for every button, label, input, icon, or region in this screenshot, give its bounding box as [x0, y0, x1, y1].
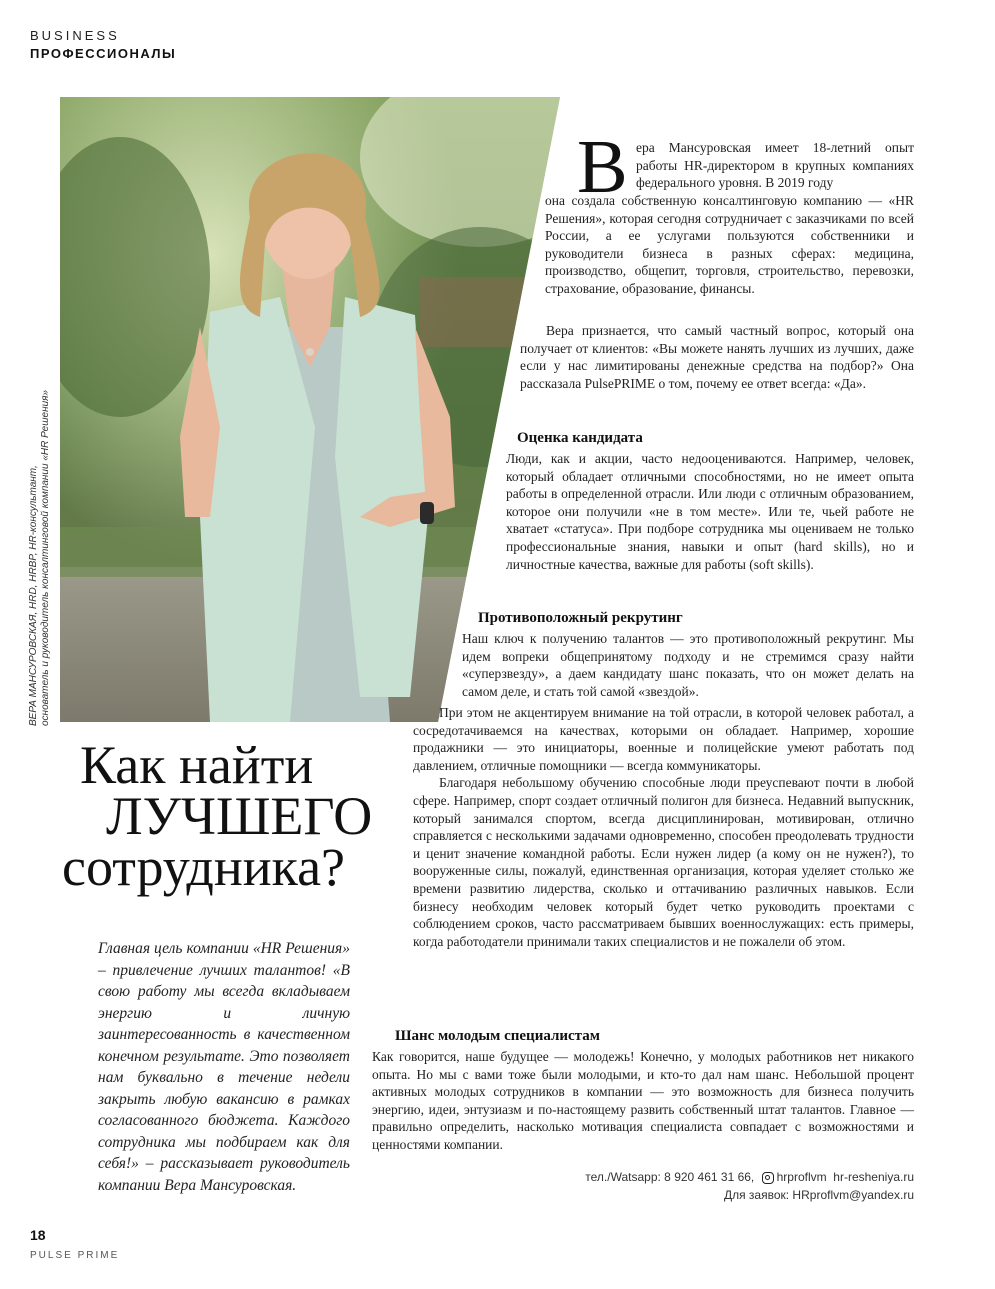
- section-2-continued: [413, 704, 914, 950]
- section-3-title: Шанс молодым специалистам: [395, 1028, 600, 1044]
- portrait-illustration: [60, 97, 560, 722]
- contact-phone: тел./Watsapp: 8 920 461 31 66,: [585, 1170, 755, 1184]
- intro-paragraph-2: Вера признается, что самый частный вопрос, который она получает от клиентов: «Вы можете нанять лучших из лучших, даже если у нас лимитированы денежные средства на подбор?» Она рассказала PulsePRIME о том, почему ее ответ всегда: «Да».: [520, 323, 914, 391]
- subsection-label: ПРОФЕССИОНАЛЫ: [30, 46, 177, 61]
- drop-cap: В: [577, 125, 628, 209]
- section-2-title: Противоположный рекрутинг: [478, 610, 683, 626]
- lead-paragraph: Главная цель компании «HR Решения» – привлечение лучших талантов! «В свою работу мы всегда вкладываем энергию и личную заинтересованность в качественном конечном результате. Это позволяет нам буквально в течение недели закрыть любую вакансию в рамках согласованного бюджета. Каждого сотрудника мы подбираем как для себя!» – рассказывает руководитель компании Вера Мансуровская.: [98, 940, 350, 1194]
- section-3-text: Как говорится, наше будущее — молодежь! Конечно, у молодых работников нет никакого опыта. Но мы с вами тоже были молодыми, и кто-то дал нам шанс. Небольшой процент активных молодых сотрудников в компании — это возможность для бизнеса получить энергию, идеи, энтузиазм и по-настоящему развить собственный штат талантов. Главное — правильно определить, насколько мотивация специалиста совпадает с возможностями и ценностями компании.: [372, 1049, 914, 1152]
- page-number: 18: [30, 1227, 46, 1243]
- portrait-photo: [60, 97, 560, 722]
- footer-brand: PULSE PRIME: [30, 1250, 120, 1261]
- contact-instagram[interactable]: hrproflvm: [776, 1170, 827, 1184]
- contact-email-line: Для заявок: HRproflvm@yandex.ru: [723, 1188, 914, 1202]
- headline-line-3: сотрудника?: [62, 837, 346, 897]
- section-2-text-2: При этом не акцентируем внимание на той отрасли, в которой человек работал, а сосредотачиваемся на качествах, которыми он обладает. Например, хорошие продажники — это инициаторы, военные и полицейские умеют работать под давлением, отличные помощники — всегда коммуникаторы.: [413, 705, 914, 773]
- intro-paragraph-part-1: ера Мансуровская имеет 18-летний опыт работы HR-директором в крупных компаниях федерального уровня. В 2019 году: [636, 140, 914, 191]
- headline-line-1: Как найти: [80, 735, 314, 795]
- headline-line-2: ЛУЧШЕГО: [106, 786, 373, 846]
- caption-line-1: ВЕРА МАНСУРОВСКАЯ, HRD, HRBP, HR-консультант,: [28, 465, 39, 726]
- intro-paragraph-part-2: она создала собственную консалтинговую компанию — «HR Решения», которая сегодня сотрудничает с заказчиками по всей России, а ее услугами пользуются собственники и руководители бизнеса в разных сферах: медицина, производство, общепит, торговля, строительство, перевозки, страхование, образование, финансы.: [545, 193, 914, 296]
- contacts-line-1: [554, 1170, 914, 1184]
- photo-caption: [28, 346, 52, 726]
- caption-line-2: основатель и руководитель консалтинговой компании «HR Решения»: [40, 389, 51, 726]
- contact-site[interactable]: hr-resheniya.ru: [833, 1170, 914, 1184]
- headline: [62, 735, 422, 897]
- section-label: BUSINESS: [30, 28, 120, 43]
- section-2-text-3: Благодаря небольшому обучению способные люди преуспевают почти в любой сфере. Например, спорт создает отличный полигон для бизнеса. Недавний выпускник, который занимался спортом, всегда дисциплинирован, мотивирован, отлично справляется с несколькими задачами одновременно, способен преодолевать трудности и ценит значение командной работы. Если нужен лидер (а кому он не нужен?), то вооруженные силы, пожалуй, единственная организация, которая уделяет столько же времени развитию лидерства, сколько и оттачиванию различных навыков. Если бизнесу необходим человек который будет четко руководить проектами с соблюдением сроков, часто рассматриваем бывших военнослужащих: есть примеры, когда работодатели принимали таких специалистов и не пожалели об этом.: [413, 775, 914, 949]
- instagram-icon: [762, 1172, 774, 1184]
- section-2-text-1: Наш ключ к получению талантов — это противоположный рекрутинг. Мы идем вопреки общепринятому подходу и не стремимся сразу найти «суперзвезду», а даем кандидату шанс показать, что он может делать на самом деле, и стать той самой «звездой».: [462, 631, 914, 699]
- section-1-text: Люди, как и акции, часто недооцениваются. Например, человек, который обладает отличными способностями, но не имеет опыта работы в определенной отрасли. Или люди с отличным образованием, которое они получили «не в том месте». Или те, чьей работе не хватает «статуса». При подборе сотрудника мы оцениваем не только профессиональные знания, навыки и опыт (hard skills), но и личностные качества, важные для работы (soft skills).: [506, 451, 914, 572]
- section-1-title: Оценка кандидата: [517, 430, 643, 446]
